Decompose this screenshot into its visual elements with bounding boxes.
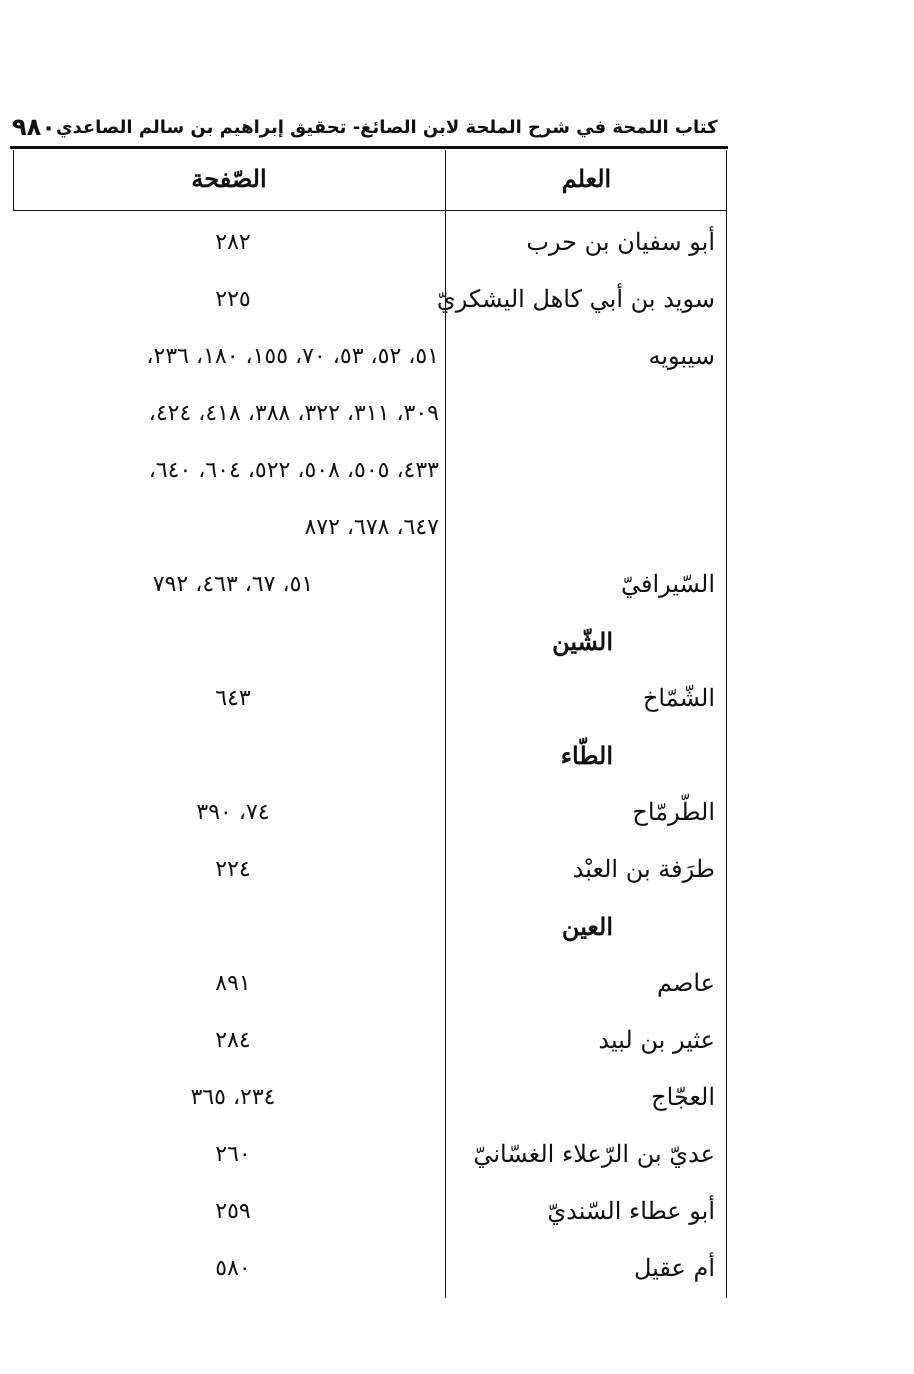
table-row [13, 271, 727, 328]
index-table [13, 150, 727, 1298]
section-heading-row [13, 613, 727, 670]
entry-name: طرَفة بن العبْد [572, 855, 715, 883]
section-heading: الطّاء [560, 741, 613, 770]
entry-pages: ٥١، ٦٧، ٤٦٣، ٧٩٢ [152, 572, 314, 597]
table-header-row [13, 150, 727, 211]
entry-name [453, 499, 715, 556]
entry-name: أم عقيل [633, 1254, 715, 1282]
entry-name [453, 442, 715, 499]
entry-pages: ٢٥٩ [215, 1199, 251, 1224]
entry-name: عديّ بن الرّعلاء الغسّانيّ [473, 1140, 715, 1168]
entry-pages: ٦٤٣ [215, 686, 251, 711]
entry-name: أبو سفيان بن حرب [526, 228, 715, 256]
entry-pages: ٥٨٠ [215, 1256, 251, 1281]
entry-pages: ٤٣٣، ٥٠٥، ٥٠٨، ٥٢٢، ٦٠٤، ٦٤٠، [148, 458, 439, 483]
entry-name: العجّاج [651, 1083, 715, 1111]
entry-pages: ٥١، ٥٢، ٥٣، ٧٠، ١٥٥، ١٨٠، ٢٣٦، [146, 344, 439, 369]
section-heading: العين [561, 912, 613, 941]
entry-name [453, 385, 715, 442]
entry-pages: ٨٩١ [215, 971, 251, 996]
table-row [13, 1126, 727, 1183]
entry-pages: ٦٤٧، ٦٧٨، ٨٧٢ [304, 515, 439, 540]
table-row [13, 556, 727, 613]
entry-name: الشّمّاخ [642, 684, 715, 712]
table-row [13, 1183, 727, 1240]
section-heading-row [13, 898, 727, 955]
entry-pages: ٧٤، ٣٩٠ [196, 800, 270, 825]
table-row [13, 442, 727, 499]
section-heading: الشّين [552, 627, 613, 656]
table-row [13, 499, 727, 556]
table-row [13, 841, 727, 898]
entry-name: سيبويه [648, 342, 715, 370]
table-row [13, 214, 727, 271]
entry-name: السّيرافيّ [620, 570, 715, 598]
table-row [13, 1240, 727, 1297]
entry-pages: ٢٦٠ [215, 1142, 251, 1167]
table-row [13, 1012, 727, 1069]
entry-name: عثير بن لبيد [598, 1026, 715, 1054]
entry-name: أبو عطاء السّنديّ [547, 1197, 715, 1225]
table-row [13, 385, 727, 442]
table-row [13, 328, 727, 385]
entry-pages: ٢٢٥ [215, 287, 251, 312]
entry-name: سويد بن أبي كاهل اليشكريّ [436, 285, 715, 313]
entry-pages: ٢٢٤ [215, 857, 251, 882]
table-row [13, 670, 727, 727]
section-heading-row [13, 727, 727, 784]
table-row [13, 1069, 727, 1126]
entry-pages: ٣٠٩، ٣١١، ٣٢٢، ٣٨٨، ٤١٨، ٤٢٤، [148, 401, 439, 426]
entry-pages: ٢٣٤، ٣٦٥ [190, 1085, 276, 1110]
entry-name: عاصم [657, 969, 715, 997]
column-header-pages: الصّفحة [191, 164, 267, 193]
header-rule [10, 146, 728, 149]
entry-name: الطّرمّاح [632, 798, 715, 826]
table-row [13, 784, 727, 841]
running-title: كتاب اللمحة في شرح الملحة لابن الصائغ- تحقيق إبراهيم بن سالم الصاعدي [55, 116, 718, 138]
table-row [13, 955, 727, 1012]
column-header-name: العلم [561, 164, 612, 193]
entry-pages: ٢٨٤ [215, 1028, 251, 1053]
page-header [12, 108, 718, 146]
page-number: ٩٨٠ [12, 113, 56, 141]
entry-pages: ٢٨٢ [215, 230, 251, 255]
